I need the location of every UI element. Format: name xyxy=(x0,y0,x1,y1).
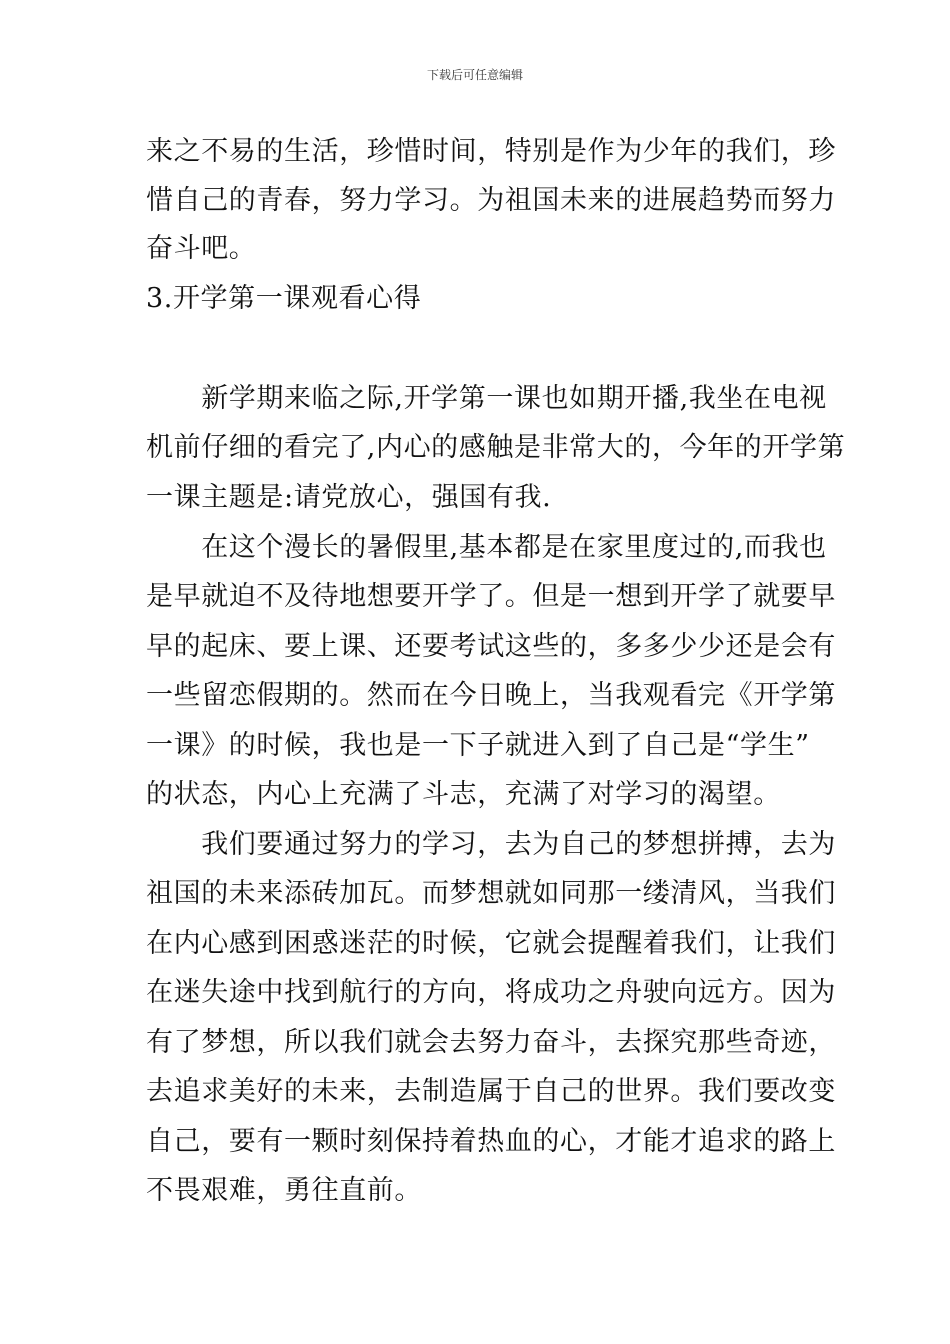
body-text-line: 来之不易的生活，珍惜时间，特别是作为少年的我们，珍 xyxy=(146,136,836,167)
body-text-line: 早的起床、要上课、还要考试这些的，多多少少还是会有 xyxy=(146,631,836,662)
body-text-line: 有了梦想，所以我们就会去努力奋斗，去探究那些奇迹， xyxy=(146,1027,836,1058)
body-text-line: 自己，要有一颗时刻保持着热血的心，才能才追求的路上 xyxy=(146,1126,836,1157)
body-text-line: 新学期来临之际,开学第一课也如期开播,我坐在电视 xyxy=(146,383,827,414)
body-text-line: 是早就迫不及待地想要开学了。但是一想到开学了就要早 xyxy=(146,581,836,612)
body-text-line: 一些留恋假期的。然而在今日晚上，当我观看完《开学第 xyxy=(146,680,836,711)
section-heading: 3.开学第一课观看心得 xyxy=(146,283,422,314)
body-text-line: 我们要通过努力的学习，去为自己的梦想拼搏，去为 xyxy=(146,829,836,860)
body-text-line: 在迷失途中找到航行的方向，将成功之舟驶向远方。因为 xyxy=(146,977,836,1008)
body-text-line: 祖国的未来添砖加瓦。而梦想就如同那一缕清风，当我们 xyxy=(146,878,836,909)
body-text-line: 一课主题是:请党放心，强国有我. xyxy=(146,482,552,513)
body-text-line: 机前仔细的看完了,内心的感触是非常大的，今年的开学第 xyxy=(146,432,846,463)
header-note: 下载后可任意编辑 xyxy=(426,68,523,82)
body-text-line: 在内心感到困惑迷茫的时候，它就会提醒着我们，让我们 xyxy=(146,928,836,959)
body-text-line: 一课》的时候，我也是一下子就进入到了自己是“学生” xyxy=(146,730,810,761)
body-text-line: 的状态，内心上充满了斗志，充满了对学习的渴望。 xyxy=(146,779,781,810)
body-text-line: 惜自己的青春，努力学习。为祖国未来的进展趋势而努力 xyxy=(146,185,836,216)
body-text-line: 不畏艰难，勇往直前。 xyxy=(146,1175,422,1206)
body-text-line: 奋斗吧。 xyxy=(146,233,257,264)
body-text-line: 去追求美好的未来，去制造属于自己的世界。我们要改变 xyxy=(146,1076,836,1107)
body-text-line: 在这个漫长的暑假里,基本都是在家里度过的,而我也 xyxy=(146,532,827,563)
